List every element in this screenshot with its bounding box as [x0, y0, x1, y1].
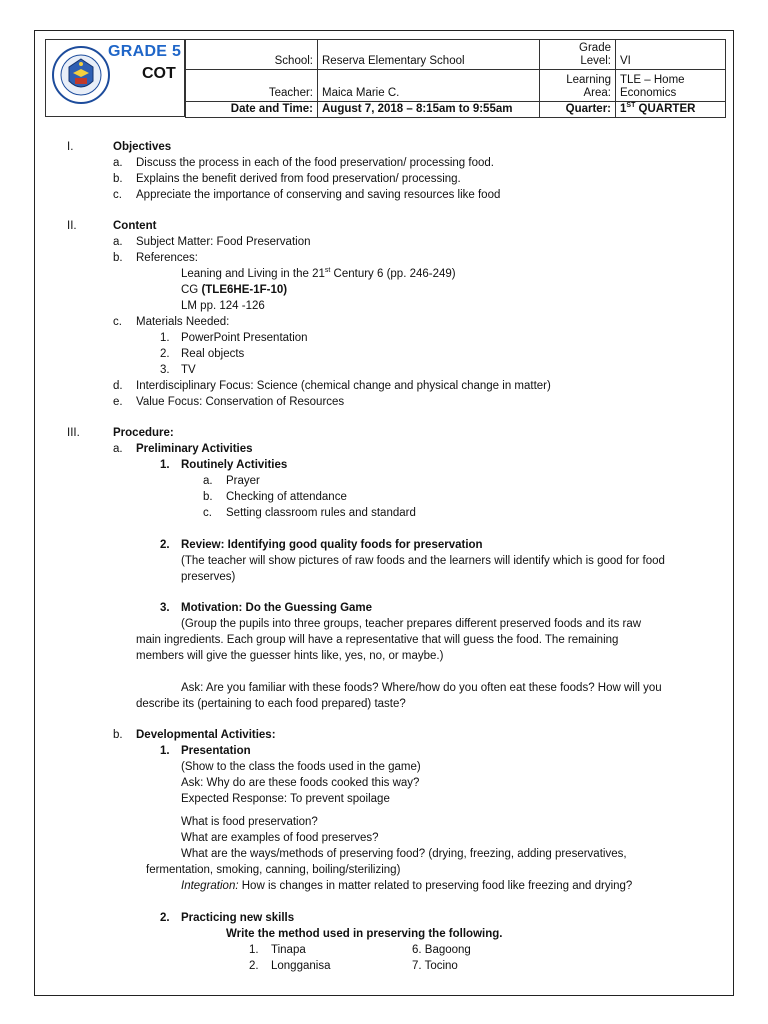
lesson-header — [45, 39, 725, 117]
procedure-marker-a: a. — [113, 443, 123, 455]
presentation-marker: 1. — [160, 745, 170, 757]
section-number-content: II. — [67, 220, 77, 232]
reference-cg-pre: CG — [181, 284, 202, 296]
quarter-num: 1 — [620, 103, 627, 115]
quarter-sup: ST — [626, 102, 636, 109]
developmental-activities: Developmental Activities: — [136, 729, 276, 741]
review-title: Review: Identifying good quality foods for preservation — [181, 539, 483, 551]
grade-level-label-2: Level: — [580, 55, 611, 67]
procedure-marker-b: b. — [113, 729, 123, 741]
quarter-label: Quarter: — [540, 102, 616, 118]
material-item-2: Real objects — [181, 348, 245, 360]
routine-marker: 1. — [160, 459, 170, 471]
value-focus: Value Focus: Conservation of Resources — [136, 396, 345, 408]
reference-book-pre: Leaning and Living in the 21 — [181, 268, 325, 280]
question-1: What is food preservation? — [181, 816, 318, 828]
question-2: What are examples of food preserves? — [181, 832, 379, 844]
routine-item-rules: Setting classroom rules and standard — [226, 507, 416, 519]
reference-book-sup: st — [324, 267, 331, 274]
routinely-activities: Routinely Activities — [181, 459, 288, 471]
ask-text-1: Ask: Are you familiar with these foods? Where/how do you often eat these foods? How will you — [181, 682, 662, 694]
motivation-text-2: main ingredients. Each group will have a representative that will guess the food. The remaining — [136, 634, 619, 646]
review-text-2: preserves) — [181, 571, 236, 583]
grade-level-label — [540, 40, 616, 70]
material-marker-2: 2. — [160, 348, 170, 360]
integration-text: How is changes in matter related to preserving food like freezing and drying? — [238, 880, 633, 892]
review-marker: 2. — [160, 539, 170, 551]
food-item-1: Tinapa — [271, 944, 306, 956]
teacher-label: Teacher: — [186, 70, 318, 102]
section-title-objectives: Objectives — [113, 141, 172, 153]
routine-item-prayer: Prayer — [226, 475, 260, 487]
quarter-value — [616, 102, 726, 118]
school-label: School: — [186, 40, 318, 70]
reference-book-post: Century 6 (pp. 246-249) — [330, 268, 456, 280]
content-marker-c: c. — [113, 316, 122, 328]
routine-marker-a: a. — [203, 475, 213, 487]
routine-marker-c: c. — [203, 507, 212, 519]
presentation-text-2: Ask: Why do are these foods cooked this way? — [181, 777, 420, 789]
objective-marker-b: b. — [113, 173, 123, 185]
objective-marker-a: a. — [113, 157, 123, 169]
presentation-text-3: Expected Response: To prevent spoilage — [181, 793, 390, 805]
objective-item-c: Appreciate the importance of conserving and saving resources like food — [136, 189, 501, 201]
learning-area-value-1: TLE – Home — [620, 74, 685, 86]
reference-lm: LM pp. 124 -126 — [181, 300, 265, 312]
logo-cell — [45, 39, 185, 117]
section-title-content: Content — [113, 220, 157, 232]
practice-marker: 2. — [160, 912, 170, 924]
grade-level-value: VI — [616, 40, 726, 70]
food-marker-2: 2. — [249, 960, 259, 972]
objective-item-a: Discuss the process in each of the food preservation/ processing food. — [136, 157, 494, 169]
material-item-3: TV — [181, 364, 196, 376]
section-title-procedure: Procedure: — [113, 427, 174, 439]
routine-marker-b: b. — [203, 491, 213, 503]
practice-title: Practicing new skills — [181, 912, 295, 924]
lesson-info-table — [185, 39, 726, 118]
grade-level-label-1: Grade — [579, 42, 611, 54]
reference-book — [181, 267, 456, 281]
food-item-6: 6. Bagoong — [412, 944, 471, 956]
cot-label: COT — [142, 65, 176, 82]
interdisciplinary-focus: Interdisciplinary Focus: Science (chemical change and physical change in matter) — [136, 380, 551, 392]
learning-area-label-2: Area: — [583, 87, 611, 99]
material-item-1: PowerPoint Presentation — [181, 332, 308, 344]
school-value: Reserva Elementary School — [318, 40, 540, 70]
content-marker-a: a. — [113, 236, 123, 248]
practice-instruction: Write the method used in preserving the following. — [226, 928, 503, 940]
question-3-cont: fermentation, smoking, canning, boiling/sterilizing) — [146, 864, 401, 876]
integration-label: Integration: — [181, 880, 239, 892]
learning-area-label-1: Learning — [566, 74, 611, 86]
content-marker-d: d. — [113, 380, 123, 392]
motivation-marker: 3. — [160, 602, 170, 614]
learning-area-label — [540, 70, 616, 102]
learning-area-value — [616, 70, 726, 102]
datetime-label: Date and Time: — [186, 102, 318, 118]
quarter-rest: QUARTER — [635, 103, 696, 115]
food-item-2: Longganisa — [271, 960, 331, 972]
reference-cg-code: (TLE6HE-1F-10) — [201, 284, 288, 296]
material-marker-1: 1. — [160, 332, 170, 344]
objective-marker-c: c. — [113, 189, 122, 201]
content-marker-b: b. — [113, 252, 123, 264]
presentation-text-1: (Show to the class the foods used in the game) — [181, 761, 421, 773]
section-number-objectives: I. — [67, 141, 74, 153]
material-marker-3: 3. — [160, 364, 170, 376]
content-marker-e: e. — [113, 396, 123, 408]
review-text-1: (The teacher will show pictures of raw foods and the learners will identify which is good for food — [181, 555, 665, 567]
motivation-title: Motivation: Do the Guessing Game — [181, 602, 373, 614]
routine-item-attendance: Checking of attendance — [226, 491, 347, 503]
preliminary-activities: Preliminary Activities — [136, 443, 253, 455]
grade-label: GRADE 5 — [108, 43, 182, 60]
food-marker-1: 1. — [249, 944, 259, 956]
deped-seal-icon — [51, 45, 111, 105]
materials-label: Materials Needed: — [136, 316, 230, 328]
references-label: References: — [136, 252, 199, 264]
subject-matter: Subject Matter: Food Preservation — [136, 236, 311, 248]
integration — [181, 879, 632, 893]
teacher-value: Maica Marie C. — [318, 70, 540, 102]
question-3: What are the ways/methods of preserving food? (drying, freezing, adding preservatives, — [181, 848, 627, 860]
datetime-value: August 7, 2018 – 8:15am to 9:55am — [318, 102, 540, 118]
food-item-7: 7. Tocino — [412, 960, 458, 972]
motivation-text-1: (Group the pupils into three groups, teacher prepares different preserved foods and its raw — [181, 618, 642, 630]
reference-cg — [181, 283, 287, 297]
objective-item-b: Explains the benefit derived from food preservation/ processing. — [136, 173, 461, 185]
learning-area-value-2: Economics — [620, 87, 677, 99]
presentation-title: Presentation — [181, 745, 251, 757]
motivation-text-3: members will give the guesser hints like, yes, no, or maybe.) — [136, 650, 444, 662]
ask-text-2: describe its (pertaining to each food prepared) taste? — [136, 698, 406, 710]
section-number-procedure: III. — [67, 427, 80, 439]
